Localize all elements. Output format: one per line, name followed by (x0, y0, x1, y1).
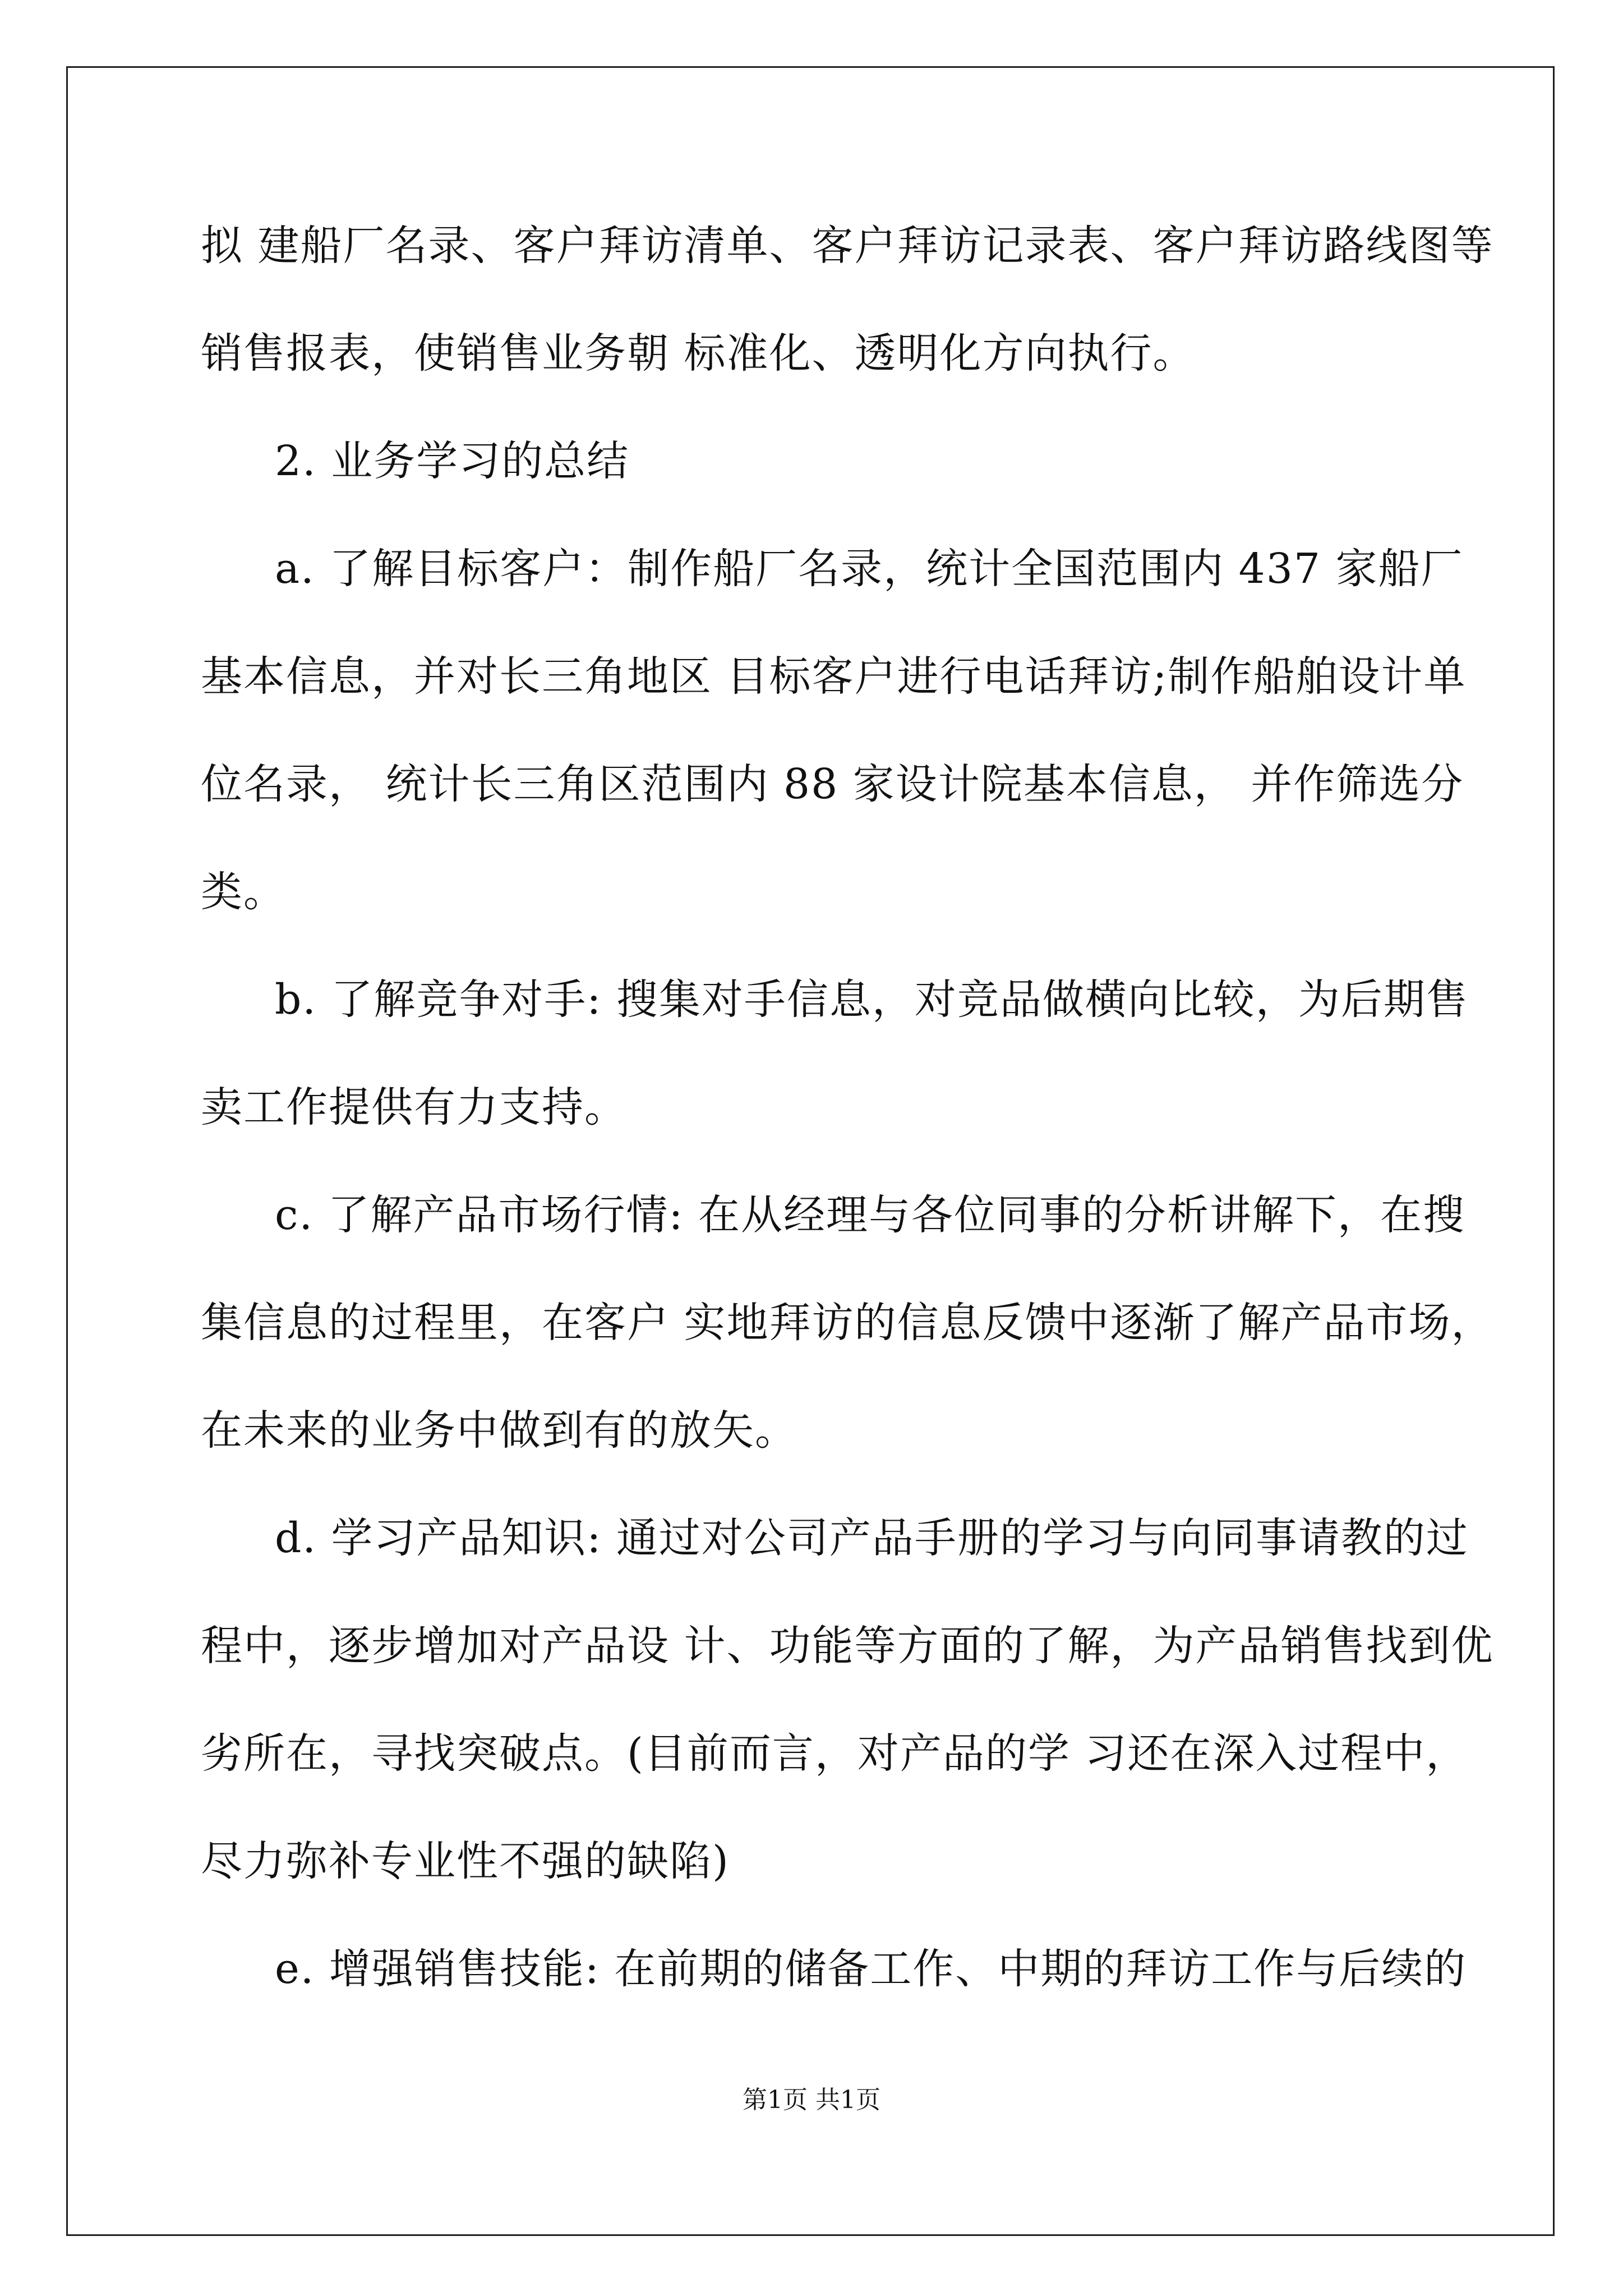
body-line-17: e. 增强销售技能: 在前期的储备工作、中期的拜访工作与后续的 (275, 1945, 1467, 1993)
body-line-1: 拟 建船厂名录、客户拜访清单、客户拜访记录表、客户拜访路线图等 (201, 222, 1494, 270)
body-line-4: a. 了解目标客户：制作船厂名录，统计全国范围内 437 家船厂 (275, 545, 1464, 593)
body-line-7: 类。 (201, 868, 286, 916)
body-line-13: d. 学习产品知识: 通过对公司产品手册的学习与向同事请教的过 (275, 1514, 1469, 1562)
body-line-5: 基本信息，并对长三角地区 目标客户进行电话拜访;制作船舶设计单 (201, 652, 1467, 701)
body-line-11: 集信息的过程里，在客户 实地拜访的信息反馈中逐渐了解产品市场， (201, 1299, 1494, 1347)
page-footer: 第1页 共1页 (743, 2086, 880, 2114)
body-line-15: 劣所在，寻找突破点。(目前而言，对产品的学 习还在深入过程中， (201, 1729, 1469, 1778)
page-border (66, 66, 1555, 2236)
body-line-6: 位名录， 统计长三角区范围内 88 家设计院基本信息， 并作筛选分 (201, 760, 1464, 808)
body-line-8: b. 了解竞争对手: 搜集对手信息，对竞品做横向比较，为后期售 (275, 976, 1469, 1024)
body-line-2: 销售报表，使销售业务朝 标准化、透明化方向执行。 (201, 329, 1196, 378)
body-line-9: 卖工作提供有力支持。 (201, 1083, 627, 1131)
section-heading: 2. 业务学习的总结 (275, 437, 630, 485)
body-line-12: 在未来的业务中做到有的放矢。 (201, 1406, 797, 1455)
body-line-16: 尽力弥补专业性不强的缺陷) (201, 1837, 730, 1885)
body-line-14: 程中，逐步增加对产品设 计、功能等方面的了解，为产品销售找到优 (201, 1622, 1494, 1670)
body-line-10: c. 了解产品市场行情: 在从经理与各位同事的分析讲解下，在搜 (275, 1191, 1465, 1239)
